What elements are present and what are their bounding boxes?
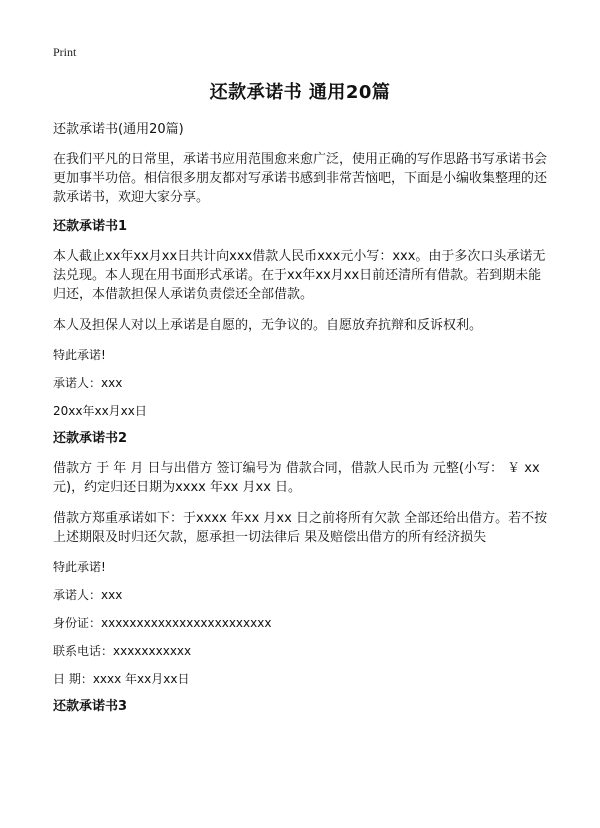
intro-paragraph: 在我们平凡的日常里，承诺书应用范围愈来愈广泛，使用正确的写作思路书写承诺书会更加事半功倍。相信很多朋友都对写承诺书感到非常苦恼吧，下面是小编收集整理的还款承诺书，欢迎大家分享。 [53,152,548,205]
print-label: Print [53,45,77,59]
document-title: 还款承诺书 通用20篇 [209,82,391,103]
section2-paragraph-2: 借款方郑重承诺如下：于xxxx 年xx 月xx 日之前将所有欠款 全部还给出借方。若不按上述期限及时归还欠款，愿承担一切法律后 果及赔偿出借方的所有经济损失 [53,511,548,545]
section1-date: 20xx年xx月xx日 [53,404,147,418]
document-subtitle: 还款承诺书(通用20篇) [53,122,184,137]
section2-signatory: 承诺人：xxx [53,588,123,602]
section2-closing: 特此承诺! [53,560,106,574]
section2-phone: 联系电话：xxxxxxxxxxx [53,644,192,658]
section-heading-1: 还款承诺书1 [53,219,128,234]
section-heading-2: 还款承诺书2 [53,431,128,446]
section-heading-3: 还款承诺书3 [53,699,128,714]
section2-paragraph-1: 借款方 于 年 月 日与出借方 签订编号为 借款合同，借款人民币为 元整(小写： ￥ xx元)，约定归还日期为xxxx 年xx 月xx 日。 [53,461,540,495]
section1-closing: 特此承诺! [53,348,106,362]
section2-id-number: 身份证：xxxxxxxxxxxxxxxxxxxxxxxx [53,616,272,630]
section2-date: 日 期：xxxx 年xx月xx日 [53,672,190,686]
section1-paragraph-1: 本人截止xx年xx月xx日共计向xxx借款人民币xxx元小写：xxx。由于多次口头承诺无法兑现。本人现在用书面形式承诺。在于xx年xx月xx日前还清所有借款。若到期未能归还，本借款担保人承诺负责偿还全部借款。 [53,249,546,302]
section1-signatory: 承诺人：xxx [53,376,123,390]
section1-paragraph-2: 本人及担保人对以上承诺是自愿的，无争议的。自愿放弃抗辩和反诉权利。 [53,318,483,333]
document-body [53,122,551,727]
